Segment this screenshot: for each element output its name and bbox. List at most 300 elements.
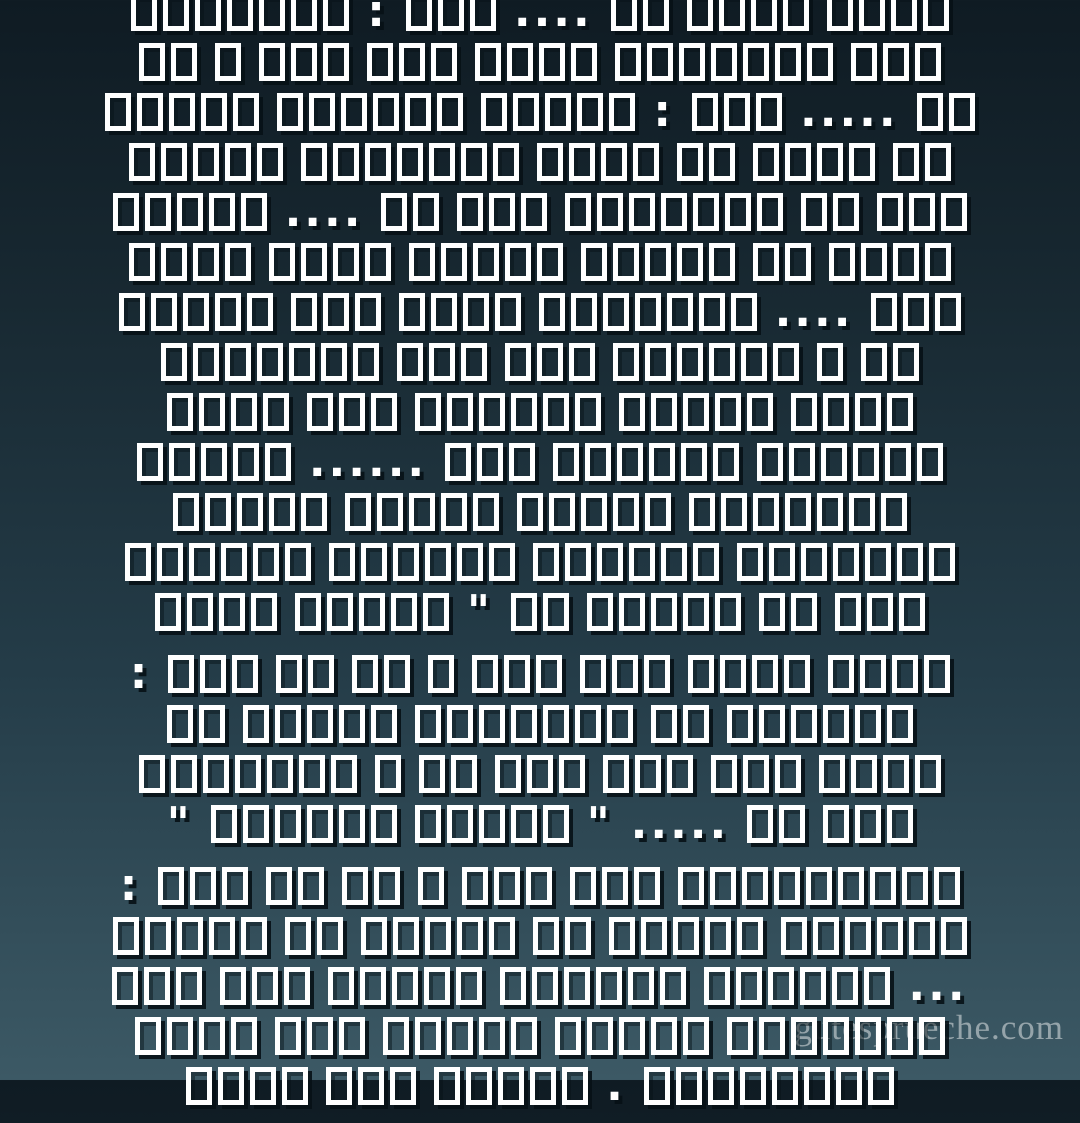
missing-glyph-box bbox=[871, 293, 897, 331]
missing-glyph-box bbox=[355, 293, 381, 331]
missing-glyph-box bbox=[533, 543, 559, 581]
missing-glyph-box bbox=[925, 143, 951, 181]
missing-glyph-box bbox=[231, 1017, 257, 1055]
missing-glyph-box bbox=[339, 705, 365, 743]
missing-glyph-word bbox=[877, 193, 967, 231]
missing-glyph-box bbox=[919, 1017, 945, 1055]
missing-glyph-box bbox=[829, 243, 855, 281]
missing-glyph-box bbox=[851, 755, 877, 793]
missing-glyph-box bbox=[333, 243, 359, 281]
missing-glyph-box bbox=[177, 193, 203, 231]
punctuation: . bbox=[606, 1060, 626, 1111]
missing-glyph-box bbox=[887, 705, 913, 743]
missing-glyph-box bbox=[533, 917, 559, 955]
missing-glyph-word bbox=[619, 393, 773, 431]
missing-glyph-word bbox=[173, 493, 327, 531]
missing-glyph-box bbox=[323, 293, 349, 331]
missing-glyph-box bbox=[199, 705, 225, 743]
missing-glyph-box bbox=[291, 0, 317, 31]
missing-glyph-box bbox=[687, 0, 713, 31]
missing-glyph-box bbox=[757, 193, 783, 231]
missing-glyph-box bbox=[456, 967, 482, 1005]
missing-glyph-box bbox=[772, 1067, 798, 1105]
missing-glyph-box bbox=[693, 193, 719, 231]
missing-glyph-box bbox=[511, 393, 537, 431]
missing-glyph-word bbox=[505, 343, 595, 381]
missing-glyph-word bbox=[511, 593, 569, 631]
missing-glyph-word bbox=[500, 967, 686, 1005]
missing-glyph-box bbox=[644, 1067, 670, 1105]
missing-glyph-box bbox=[727, 1017, 753, 1055]
missing-glyph-word bbox=[687, 0, 809, 31]
missing-glyph-box bbox=[438, 0, 464, 31]
missing-glyph-box bbox=[902, 867, 928, 905]
missing-glyph-word bbox=[835, 593, 925, 631]
missing-glyph-box bbox=[877, 917, 903, 955]
missing-glyph-box bbox=[339, 805, 365, 843]
missing-glyph-box bbox=[199, 393, 225, 431]
missing-glyph-word bbox=[243, 705, 397, 743]
missing-glyph-word bbox=[167, 393, 289, 431]
punctuation: .... bbox=[284, 186, 364, 237]
missing-glyph-word bbox=[603, 755, 693, 793]
missing-glyph-word bbox=[570, 867, 660, 905]
missing-glyph-box bbox=[651, 1017, 677, 1055]
missing-glyph-box bbox=[437, 93, 463, 131]
missing-glyph-box bbox=[791, 393, 817, 431]
missing-glyph-box bbox=[543, 593, 569, 631]
missing-glyph-box bbox=[683, 705, 709, 743]
missing-glyph-box bbox=[457, 543, 483, 581]
missing-glyph-box bbox=[167, 1017, 193, 1055]
missing-glyph-box bbox=[327, 593, 353, 631]
missing-glyph-box bbox=[265, 443, 291, 481]
missing-glyph-box bbox=[619, 1017, 645, 1055]
missing-glyph-box bbox=[539, 43, 565, 81]
missing-glyph-box bbox=[785, 243, 811, 281]
missing-glyph-box bbox=[543, 705, 569, 743]
missing-glyph-word bbox=[692, 93, 782, 131]
missing-glyph-box bbox=[513, 93, 539, 131]
missing-glyph-box bbox=[571, 43, 597, 81]
missing-glyph-word bbox=[828, 655, 950, 693]
missing-glyph-box bbox=[409, 243, 435, 281]
quote-para bbox=[0, 649, 1080, 849]
missing-glyph-box bbox=[915, 755, 941, 793]
missing-glyph-word bbox=[644, 1067, 894, 1105]
missing-glyph-box bbox=[917, 93, 943, 131]
missing-glyph-box bbox=[434, 1067, 460, 1105]
missing-glyph-box bbox=[565, 543, 591, 581]
missing-glyph-box bbox=[365, 143, 391, 181]
missing-glyph-box bbox=[715, 393, 741, 431]
missing-glyph-box bbox=[500, 967, 526, 1005]
missing-glyph-word bbox=[419, 755, 477, 793]
missing-glyph-box bbox=[367, 43, 393, 81]
missing-glyph-box bbox=[683, 593, 709, 631]
missing-glyph-box bbox=[893, 343, 919, 381]
missing-glyph-box bbox=[447, 1017, 473, 1055]
missing-glyph-box bbox=[615, 43, 641, 81]
quote-line bbox=[0, 437, 1080, 487]
missing-glyph-box bbox=[221, 543, 247, 581]
missing-glyph-box bbox=[461, 143, 487, 181]
missing-glyph-box bbox=[645, 243, 671, 281]
missing-glyph-box bbox=[677, 343, 703, 381]
missing-glyph-box bbox=[329, 543, 355, 581]
missing-glyph-box bbox=[215, 43, 241, 81]
missing-glyph-box bbox=[597, 543, 623, 581]
missing-glyph-box bbox=[144, 967, 170, 1005]
missing-glyph-box bbox=[683, 393, 709, 431]
missing-glyph-box bbox=[209, 917, 235, 955]
missing-glyph-box bbox=[949, 93, 975, 131]
missing-glyph-box bbox=[649, 443, 675, 481]
missing-glyph-box bbox=[679, 43, 705, 81]
missing-glyph-box bbox=[353, 343, 379, 381]
missing-glyph-box bbox=[740, 1067, 766, 1105]
missing-glyph-box bbox=[470, 0, 496, 31]
missing-glyph-box bbox=[328, 967, 354, 1005]
missing-glyph-box bbox=[113, 193, 139, 231]
missing-glyph-word bbox=[345, 493, 499, 531]
missing-glyph-box bbox=[269, 493, 295, 531]
missing-glyph-box bbox=[530, 1067, 556, 1105]
punctuation: " bbox=[586, 798, 613, 849]
missing-glyph-word bbox=[155, 593, 277, 631]
missing-glyph-box bbox=[392, 967, 418, 1005]
missing-glyph-box bbox=[651, 705, 677, 743]
missing-glyph-box bbox=[139, 43, 165, 81]
missing-glyph-box bbox=[225, 143, 251, 181]
missing-glyph-box bbox=[169, 443, 195, 481]
missing-glyph-box bbox=[359, 593, 385, 631]
missing-glyph-word bbox=[861, 343, 919, 381]
missing-glyph-box bbox=[791, 705, 817, 743]
missing-glyph-word bbox=[275, 1017, 365, 1055]
missing-glyph-word bbox=[580, 655, 670, 693]
missing-glyph-box bbox=[759, 1017, 785, 1055]
missing-glyph-box bbox=[759, 705, 785, 743]
missing-glyph-box bbox=[276, 655, 302, 693]
missing-glyph-box bbox=[559, 755, 585, 793]
missing-glyph-box bbox=[742, 867, 768, 905]
quote-line bbox=[0, 387, 1080, 437]
missing-glyph-box bbox=[481, 93, 507, 131]
missing-glyph-box bbox=[565, 917, 591, 955]
missing-glyph-word bbox=[361, 917, 515, 955]
missing-glyph-box bbox=[167, 393, 193, 431]
missing-glyph-box bbox=[193, 243, 219, 281]
missing-glyph-box bbox=[266, 867, 292, 905]
missing-glyph-box bbox=[365, 243, 391, 281]
missing-glyph-box bbox=[571, 293, 597, 331]
missing-glyph-box bbox=[821, 443, 847, 481]
missing-glyph-box bbox=[171, 755, 197, 793]
missing-glyph-word bbox=[415, 393, 601, 431]
missing-glyph-box bbox=[511, 593, 537, 631]
punctuation: .... bbox=[513, 0, 593, 37]
missing-glyph-box bbox=[607, 705, 633, 743]
missing-glyph-box bbox=[498, 1067, 524, 1105]
missing-glyph-word bbox=[291, 293, 381, 331]
missing-glyph-word bbox=[113, 193, 267, 231]
missing-glyph-word bbox=[415, 705, 633, 743]
missing-glyph-box bbox=[495, 755, 521, 793]
missing-glyph-box bbox=[887, 805, 913, 843]
missing-glyph-box bbox=[309, 93, 335, 131]
missing-glyph-box bbox=[151, 293, 177, 331]
missing-glyph-box bbox=[457, 917, 483, 955]
missing-glyph-box bbox=[667, 755, 693, 793]
missing-glyph-word bbox=[581, 243, 735, 281]
missing-glyph-box bbox=[934, 867, 960, 905]
missing-glyph-box bbox=[909, 917, 935, 955]
missing-glyph-box bbox=[157, 543, 183, 581]
missing-glyph-box bbox=[909, 193, 935, 231]
missing-glyph-box bbox=[532, 967, 558, 1005]
missing-glyph-box bbox=[321, 343, 347, 381]
missing-glyph-box bbox=[941, 193, 967, 231]
missing-glyph-box bbox=[725, 193, 751, 231]
missing-glyph-box bbox=[425, 543, 451, 581]
quote-line bbox=[0, 649, 1080, 699]
missing-glyph-box bbox=[331, 755, 357, 793]
missing-glyph-box bbox=[326, 1067, 352, 1105]
missing-glyph-box bbox=[517, 493, 543, 531]
missing-glyph-box bbox=[252, 967, 278, 1005]
missing-glyph-box bbox=[705, 917, 731, 955]
missing-glyph-box bbox=[307, 705, 333, 743]
missing-glyph-box bbox=[577, 93, 603, 131]
missing-glyph-box bbox=[897, 543, 923, 581]
quote-line bbox=[0, 287, 1080, 337]
missing-glyph-box bbox=[415, 1017, 441, 1055]
missing-glyph-box bbox=[113, 917, 139, 955]
missing-glyph-box bbox=[807, 43, 833, 81]
missing-glyph-word bbox=[747, 805, 805, 843]
missing-glyph-box bbox=[431, 43, 457, 81]
missing-glyph-box bbox=[505, 243, 531, 281]
missing-glyph-box bbox=[361, 543, 387, 581]
missing-glyph-box bbox=[612, 655, 638, 693]
missing-glyph-box bbox=[885, 443, 911, 481]
missing-glyph-box bbox=[859, 0, 885, 31]
missing-glyph-box bbox=[479, 805, 505, 843]
missing-glyph-box bbox=[929, 543, 955, 581]
missing-glyph-box bbox=[282, 1067, 308, 1105]
missing-glyph-word bbox=[381, 193, 439, 231]
missing-glyph-box bbox=[603, 755, 629, 793]
missing-glyph-word bbox=[375, 755, 401, 793]
missing-glyph-box bbox=[935, 293, 961, 331]
missing-glyph-box bbox=[323, 43, 349, 81]
missing-glyph-box bbox=[881, 493, 907, 531]
missing-glyph-box bbox=[381, 193, 407, 231]
missing-glyph-word bbox=[753, 143, 875, 181]
missing-glyph-box bbox=[645, 493, 671, 531]
missing-glyph-box bbox=[708, 1067, 734, 1105]
missing-glyph-box bbox=[275, 1017, 301, 1055]
missing-glyph-word bbox=[517, 493, 671, 531]
missing-glyph-box bbox=[168, 655, 194, 693]
missing-glyph-box bbox=[390, 1067, 416, 1105]
missing-glyph-box bbox=[285, 543, 311, 581]
missing-glyph-box bbox=[720, 655, 746, 693]
missing-glyph-box bbox=[277, 93, 303, 131]
missing-glyph-word bbox=[131, 0, 349, 31]
punctuation: ...... bbox=[308, 436, 428, 487]
missing-glyph-box bbox=[753, 143, 779, 181]
missing-glyph-word bbox=[678, 867, 960, 905]
missing-glyph-box bbox=[677, 243, 703, 281]
missing-glyph-box bbox=[753, 243, 779, 281]
missing-glyph-box bbox=[199, 1017, 225, 1055]
missing-glyph-box bbox=[783, 0, 809, 31]
missing-glyph-word bbox=[220, 967, 310, 1005]
missing-glyph-word bbox=[472, 655, 562, 693]
missing-glyph-word bbox=[415, 805, 569, 843]
missing-glyph-word bbox=[428, 655, 454, 693]
missing-glyph-box bbox=[241, 193, 267, 231]
missing-glyph-box bbox=[466, 1067, 492, 1105]
missing-glyph-box bbox=[661, 193, 687, 231]
missing-glyph-box bbox=[339, 1017, 365, 1055]
missing-glyph-box bbox=[870, 867, 896, 905]
watermark: gutesprueche.com bbox=[794, 1008, 1064, 1047]
missing-glyph-box bbox=[461, 343, 487, 381]
missing-glyph-box bbox=[747, 805, 773, 843]
missing-glyph-box bbox=[301, 493, 327, 531]
missing-glyph-box bbox=[428, 655, 454, 693]
missing-glyph-box bbox=[800, 967, 826, 1005]
missing-glyph-box bbox=[773, 343, 799, 381]
missing-glyph-box bbox=[317, 917, 343, 955]
missing-glyph-box bbox=[391, 593, 417, 631]
missing-glyph-box bbox=[601, 143, 627, 181]
missing-glyph-box bbox=[673, 917, 699, 955]
missing-glyph-word bbox=[139, 43, 197, 81]
missing-glyph-box bbox=[285, 917, 311, 955]
missing-glyph-box bbox=[220, 967, 246, 1005]
missing-glyph-box bbox=[629, 543, 655, 581]
missing-glyph-word bbox=[711, 755, 801, 793]
missing-glyph-box bbox=[201, 93, 227, 131]
missing-glyph-box bbox=[155, 593, 181, 631]
missing-glyph-box bbox=[804, 1067, 830, 1105]
punctuation: : bbox=[367, 0, 388, 37]
missing-glyph-word bbox=[105, 93, 259, 131]
missing-glyph-box bbox=[737, 543, 763, 581]
missing-glyph-box bbox=[817, 143, 843, 181]
missing-glyph-box bbox=[308, 655, 334, 693]
missing-glyph-box bbox=[903, 293, 929, 331]
missing-glyph-word bbox=[137, 443, 291, 481]
missing-glyph-box bbox=[187, 593, 213, 631]
missing-glyph-box bbox=[193, 143, 219, 181]
missing-glyph-word bbox=[277, 93, 463, 131]
missing-glyph-word bbox=[186, 1067, 308, 1105]
missing-glyph-box bbox=[415, 393, 441, 431]
missing-glyph-word bbox=[259, 43, 349, 81]
missing-glyph-box bbox=[183, 293, 209, 331]
missing-glyph-box bbox=[819, 755, 845, 793]
missing-glyph-word bbox=[871, 293, 961, 331]
missing-glyph-box bbox=[125, 543, 151, 581]
missing-glyph-box bbox=[835, 593, 861, 631]
missing-glyph-box bbox=[307, 805, 333, 843]
missing-glyph-box bbox=[137, 93, 163, 131]
missing-glyph-word bbox=[609, 917, 763, 955]
missing-glyph-box bbox=[779, 805, 805, 843]
missing-glyph-box bbox=[887, 1017, 913, 1055]
quote-line bbox=[0, 237, 1080, 287]
missing-glyph-box bbox=[549, 493, 575, 531]
missing-glyph-word bbox=[418, 867, 444, 905]
missing-glyph-box bbox=[891, 0, 917, 31]
missing-glyph-box bbox=[243, 705, 269, 743]
missing-glyph-box bbox=[719, 0, 745, 31]
missing-glyph-box bbox=[447, 705, 473, 743]
missing-glyph-box bbox=[257, 143, 283, 181]
missing-glyph-word bbox=[326, 1067, 416, 1105]
missing-glyph-word bbox=[481, 93, 635, 131]
missing-glyph-box bbox=[711, 43, 737, 81]
missing-glyph-box bbox=[489, 193, 515, 231]
missing-glyph-box bbox=[361, 917, 387, 955]
missing-glyph-box bbox=[371, 705, 397, 743]
missing-glyph-box bbox=[161, 243, 187, 281]
missing-glyph-box bbox=[263, 393, 289, 431]
missing-glyph-box bbox=[883, 755, 909, 793]
missing-glyph-box bbox=[613, 343, 639, 381]
punctuation: " bbox=[166, 798, 193, 849]
missing-glyph-word bbox=[211, 805, 397, 843]
missing-glyph-box bbox=[186, 1067, 212, 1105]
missing-glyph-box bbox=[585, 443, 611, 481]
missing-glyph-box bbox=[251, 593, 277, 631]
missing-glyph-box bbox=[371, 805, 397, 843]
missing-glyph-box bbox=[137, 443, 163, 481]
missing-glyph-box bbox=[855, 393, 881, 431]
missing-glyph-box bbox=[789, 443, 815, 481]
missing-glyph-word bbox=[553, 443, 739, 481]
missing-glyph-box bbox=[473, 493, 499, 531]
missing-glyph-box bbox=[360, 967, 386, 1005]
missing-glyph-word bbox=[434, 1067, 588, 1105]
missing-glyph-box bbox=[713, 443, 739, 481]
missing-glyph-box bbox=[553, 443, 579, 481]
missing-glyph-box bbox=[575, 393, 601, 431]
missing-glyph-box bbox=[855, 705, 881, 743]
missing-glyph-word bbox=[301, 143, 519, 181]
missing-glyph-word bbox=[917, 93, 975, 131]
missing-glyph-box bbox=[406, 0, 432, 31]
missing-glyph-word bbox=[352, 655, 410, 693]
missing-glyph-word bbox=[112, 967, 202, 1005]
missing-glyph-box bbox=[849, 143, 875, 181]
missing-glyph-box bbox=[139, 755, 165, 793]
missing-glyph-word bbox=[215, 43, 241, 81]
missing-glyph-box bbox=[565, 193, 591, 231]
missing-glyph-word bbox=[539, 293, 757, 331]
missing-glyph-box bbox=[275, 805, 301, 843]
missing-glyph-box bbox=[511, 805, 537, 843]
missing-glyph-box bbox=[917, 443, 943, 481]
missing-glyph-word bbox=[406, 0, 496, 31]
missing-glyph-box bbox=[259, 43, 285, 81]
missing-glyph-box bbox=[397, 143, 423, 181]
